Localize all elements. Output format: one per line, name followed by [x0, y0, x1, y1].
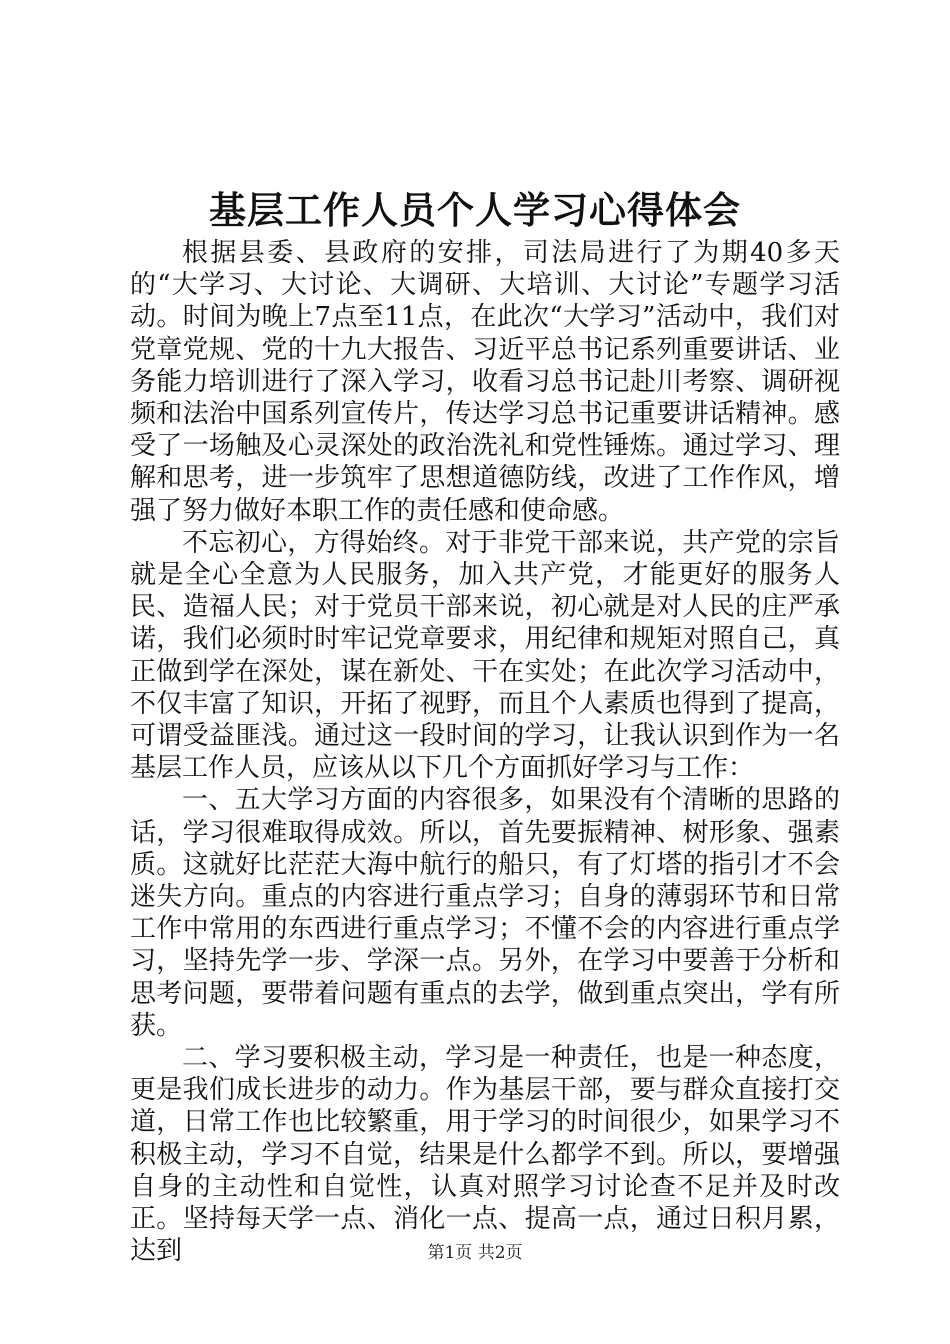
- paragraph-2: 不忘初心，方得始终。对于非党干部来说，共产党的宗旨就是全心全意为人民服务，加入共产党，才能更好的服务人民、造福人民；对于党员干部来说，初心就是对人民的庄严承诺，我们必须时时牢记党章要求，用纪律和规矩对照自己，真正做到学在深处，谋在新处、干在实处；在此次学习活动中，不仅丰富了知识，开拓了视野，而且个人素质也得到了提高，可谓受益匪浅。通过这一段时间的学习，让我认识到作为一名基层工作人员，应该从以下几个方面抓好学习与工作：: [130, 527, 840, 784]
- document-body: [130, 237, 840, 1268]
- document-title: 基层工作人员个人学习心得体会: [209, 188, 741, 232]
- paragraph-3: 一、五大学习方面的内容很多，如果没有个清晰的思路的话，学习很难取得成效。所以，首先要振精神、树形象、强素质。这就好比茫茫大海中航行的船只，有了灯塔的指引才不会迷失方向。重点的内容进行重点学习；自身的薄弱环节和日常工作中常用的东西进行重点学习；不懂不会的内容进行重点学习，坚持先学一步、学深一点。另外，在学习中要善于分析和思考问题，要带着问题有重点的去学，做到重点突出，学有所获。: [130, 785, 840, 1041]
- page-number-footer: 第1页 共2页: [427, 1243, 523, 1263]
- paragraph-4: 二、学习要积极主动，学习是一种责任，也是一种态度，更是我们成长进步的动力。作为基层干部，要与群众直接打交道，日常工作也比较繁重，用于学习的时间很少，如果学习不积极主动，学习不自觉，结果是什么都学不到。所以，要增强自身的主动性和自觉性，认真对照学习讨论查不足并及时改正。坚持每天学一点、消化一点、提高一点，通过日积月累，达到: [130, 1043, 840, 1267]
- paragraph-1: 根据县委、县政府的安排，司法局进行了为期40多天的“大学习、大讨论、大调研、大培训、大讨论”专题学习活动。时间为晚上7点至11点，在此次“大学习”活动中，我们对党章党规、党的十九大报告、习近平总书记系列重要讲话、业务能力培训进行了深入学习，收看习总书记赴川考察、调研视频和法治中国系列宣传片，传达学习总书记重要讲话精神。感受了一场触及心灵深处的政治洗礼和党性锤炼。通过学习、理解和思考，进一步筑牢了思想道德防线，改进了工作作风，增强了努力做好本职工作的责任感和使命感。: [130, 238, 840, 526]
